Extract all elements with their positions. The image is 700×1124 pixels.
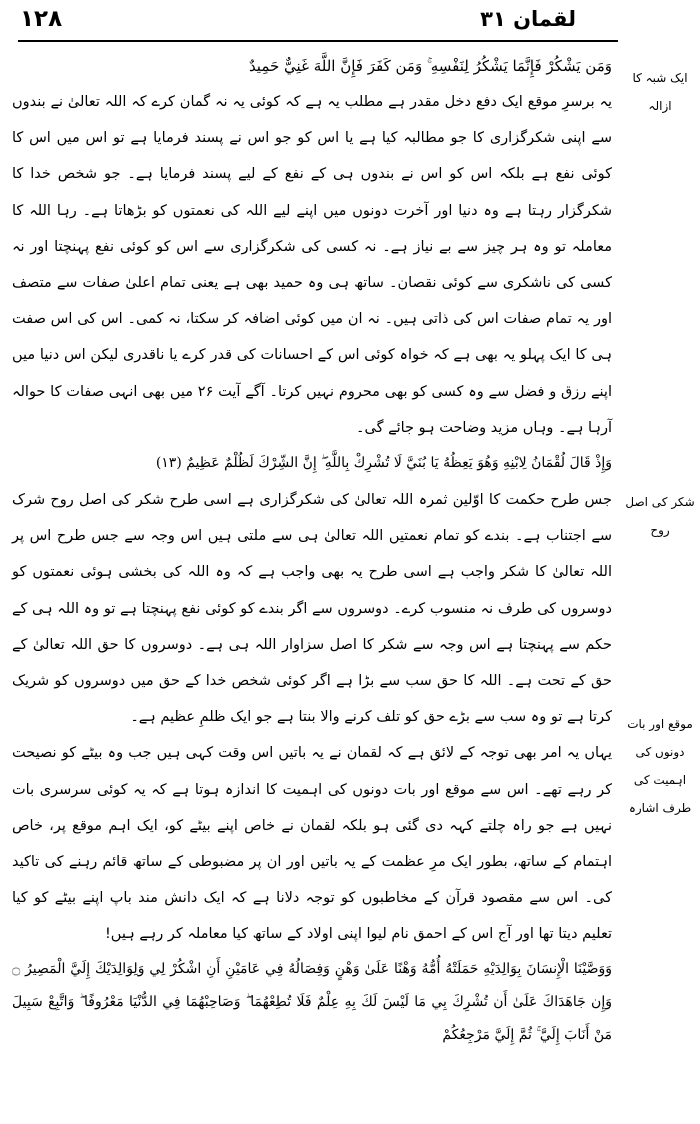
margin-note-gratitude: شکر کی اصل روح — [625, 495, 695, 537]
page-number: ١٢٨ — [20, 6, 63, 32]
header-divider — [18, 40, 618, 42]
margin-note-doubt: ایک شبہ کا ازالہ — [632, 71, 688, 113]
arabic-quote-12: وَمَن يَشْكُرْ فَإِنَّمَا يَشْكُرُ لِنَفْسِهِ ۚ وَمَن كَفَرَ فَإِنَّ اللَّهَ غَنِيٌّ حَمِيدٌ — [248, 57, 612, 75]
paragraph-commentary-12: یہ برسرِ موقع ایک دفع دخل مقدر ہے مطلب یہ ہے کہ کوئی یہ نہ گمان کرے کہ اللہ تعالیٰ نے بندوں سے اپنی شکرگزاری کا جو مطالبہ کیا ہے یا اس کو جو اس نے پسند فرمایا ہے تو اس میں اس کا کوئی نفع ہے بلکہ اس کو اس نے بندوں ہی کے نفع کے لیے پسند فرمایا ہے۔ جو شخص خدا کا شکرگزار رہتا ہے وہ دنیا اور آخرت دونوں میں اپنے لیے اللہ کی نعمتوں کو بڑھاتا ہے۔ رہا اللہ کا معاملہ تو وہ ہر چیز سے بے نیاز ہے۔ نہ کسی کی شکرگزاری سے اس کو کوئی نفع پہنچتا اور نہ کسی کی ناشکری سے کوئی نقصان۔ ساتھ ہی وہ حمید بھی ہے یعنی تمام اعلیٰ صفات سے متصف اور یہ تمام صفات اس کی ذاتی ہیں۔ نہ ان میں کوئی اضافہ کر سکتا، نہ کمی۔ اس کی اس صفت ہی کا ایک پہلو یہ بھی ہے کہ خواہ کوئی اس کے احسانات کی قدر کرے یا ناقدری لیکن اس دنیا میں اپنے رزق و فضل سے وہ کسی کو بھی محروم نہیں کرتا۔ آگے آیت ۲۶ میں بھی انہی صفات کا حوالہ آرہا ہے۔ وہاں مزید وضاحت ہو جائے گی۔ — [12, 94, 612, 436]
margin-notes — [624, 48, 696, 1118]
surah-title: لقمان ٣١ — [480, 7, 576, 31]
margin-note-occasion: موقع اور بات دونوں کی اہمیت کی طرف اشارہ — [627, 717, 693, 815]
verse-14-15: وَوَصَّيْنَا الْإِنسَانَ بِوَالِدَيْهِ حَمَلَتْهُ أُمُّهُ وَهْنًا عَلَىٰ وَهْنٍ وَفِصَالُهُ فِي عَامَيْنِ أَنِ اشْكُرْ لِي وَلِوَالِدَيْكَ إِلَيَّ الْمَصِيرُ ۝ وَإِن جَاهَدَاكَ عَلَىٰ أَن تُشْرِكَ بِي مَا لَيْسَ لَكَ بِهِ عِلْمٌ فَلَا تُطِعْهُمَا ۖ وَصَاحِبْهُمَا فِي الدُّنْيَا مَعْرُوفًا ۖ وَاتَّبِعْ سَبِيلَ مَنْ أَنَابَ إِلَيَّ ۚ ثُمَّ إِلَيَّ مَرْجِعُكُمْ — [12, 960, 612, 1043]
paragraph-commentary-13b: یہاں یہ امر بھی توجہ کے لائق ہے کہ لقمان نے یہ باتیں اس وقت کہی ہیں جب وہ بیٹے کو نصیحت کر رہے تھے۔ اس سے موقع اور بات دونوں کی اہمیت کا اندازہ ہوتا ہے کہ یہ کوئی سرسری بات نہیں ہے جو راہ چلتے کہہ دی گئی ہو بلکہ لقمان نے خاص اپنے بیٹے کو، ایک اہم موقع پر، خاص اہتمام کے ساتھ، بطور ایک مرِ عظمت کے یہ باتیں اور ان پر مضبوطی کے ساتھ قائم رہنے کی تاکید کی۔ اس سے مقصود قرآن کے مخاطبوں کو توجہ دلانا ہے کہ ایک دانش مند باپ اپنے بیٹے کو کیا تعلیم دیتا تھا اور آج اس کے احمق نام لیوا اپنی اولاد کے ساتھ کیا معاملہ کر رہے ہیں! — [12, 745, 612, 943]
page-header — [20, 4, 680, 38]
main-text — [12, 48, 612, 1118]
verse-13: وَإِذْ قَالَ لُقْمَانُ لِابْنِهِ وَهُوَ يَعِظُهُ يَا بُنَيَّ لَا تُشْرِكْ بِاللَّهِ ۖ إِنَّ الشِّرْكَ لَظُلْمٌ عَظِيمٌ (١٣) — [155, 455, 612, 472]
paragraph-commentary-13: جس طرح حکمت کا اوّلین ثمرہ اللہ تعالیٰ کی شکرگزاری ہے اسی طرح شکر کی اصل روح شرک سے اجتناب ہے۔ بندے کو تمام نعمتیں اللہ تعالیٰ ہی سے ملتی ہیں اس وجہ سے جس طرح اس پر اللہ تعالیٰ کا شکر واجب ہے اسی طرح یہ بھی واجب ہے کہ وہ اللہ کی بخشی ہوئی نعمتوں کو دوسروں کی طرف نہ منسوب کرے۔ دوسروں سے اگر بندے کو کوئی نفع پہنچتا ہے تو وہ اللہ ہی کے حکم سے پہنچتا ہے اس وجہ سے شکر کا اصل سزاوار اللہ ہی ہے۔ دوسروں کا حق اللہ تعالیٰ کے حق کے تحت ہے۔ اللہ کا حق سب سے بڑا ہے اگر کوئی شخص خدا کے حق میں دوسروں کو شریک کرتا ہے تو وہ سب سے بڑے حق کو تلف کرنے والا بنتا ہے جو ایک ظلمِ عظیم ہے۔ — [12, 492, 612, 726]
